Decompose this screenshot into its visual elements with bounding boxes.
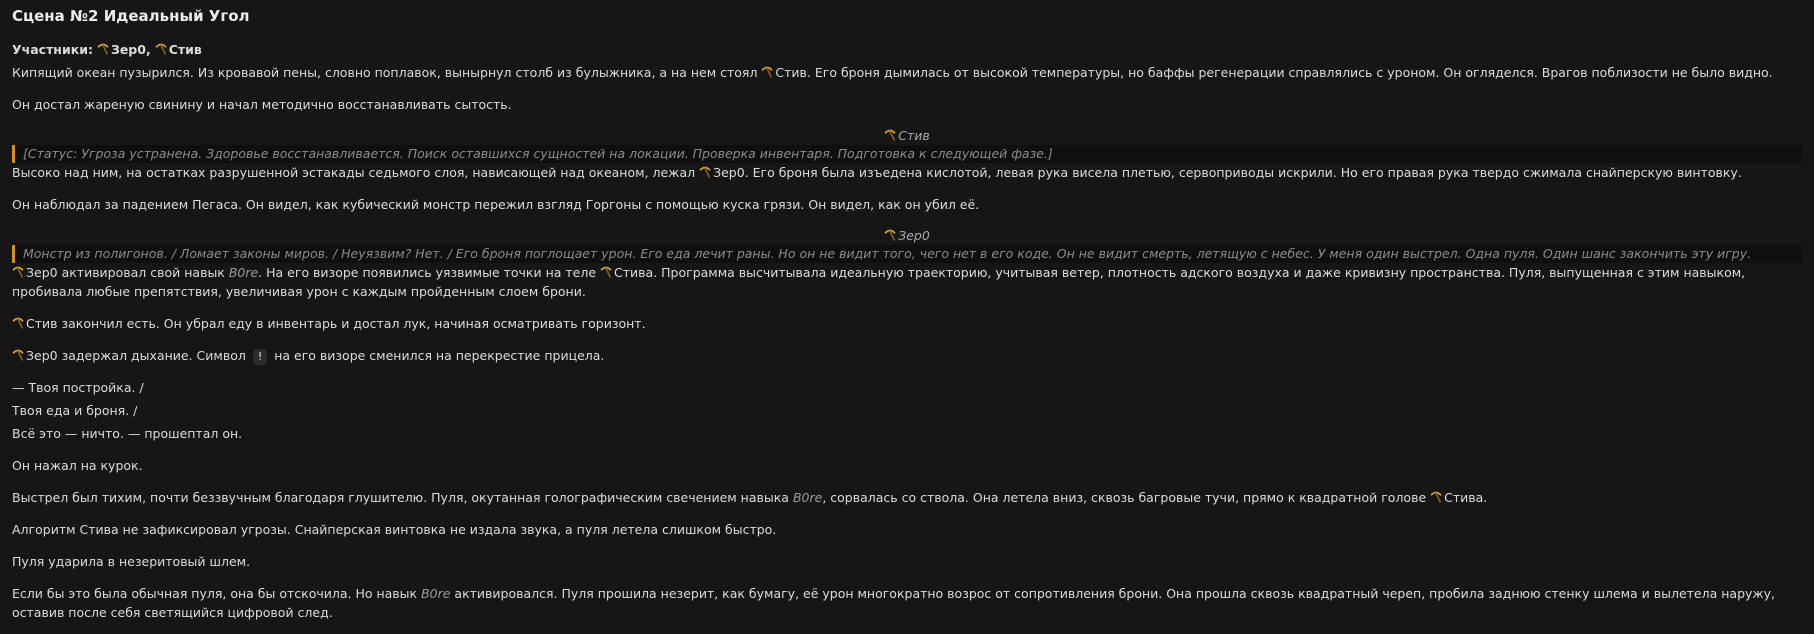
pickaxe-icon	[97, 43, 109, 55]
paragraph-5-text-c: . Программа высчитывала идеальную траекторию, учитывая ветер, плотность адского воздуха и даже кривизну пространства. Пуля, выпущенная с этим навыком, пробивала любые препятствия, увеличивая урон с каждым пройденным слоем брони.	[12, 265, 1746, 299]
poem-line-2: Твоя еда и броня. /	[12, 403, 138, 418]
paragraph-6-text: закончил есть. Он убрал еду в инвентарь и достал лук, начиная осматривать горизонт.	[61, 316, 646, 331]
pickaxe-icon	[761, 66, 773, 78]
participants-label: Участники:	[12, 42, 93, 57]
speaker-steve-name: Стив	[898, 128, 930, 143]
skill-b0re: B0re	[228, 265, 259, 280]
character-zer0: Зер0	[26, 348, 58, 363]
poem-line-3: Всё это — ничто. — прошептал он.	[12, 426, 243, 441]
skill-b0re: B0re	[421, 586, 451, 601]
paragraph-9	[12, 488, 1802, 507]
speaker-zer0	[12, 227, 1802, 245]
paragraph-3-text-a: Высоко над ним, на остатках разрушенной эстакады седьмого слоя, нависающей над океаном, лежал	[12, 165, 696, 180]
character-steve: Стив	[26, 316, 58, 331]
paragraph-8: Он нажал на курок.	[12, 458, 143, 473]
paragraph-4: Он наблюдал за падением Пегаса. Он видел, как кубический монстр пережил взгляд Горгоны с помощью куска грязи. Он видел, как он убил её.	[12, 197, 980, 212]
character-steve: Стива	[614, 265, 654, 280]
paragraph-9-text-b: , сорвалась со ствола. Она летела вниз, сквозь багровые тучи, прямо к квадратной голове	[822, 490, 1427, 505]
pickaxe-icon	[600, 266, 612, 278]
participants-separator: ,	[145, 42, 151, 57]
quote-steve: [Статус: Угроза устранена. Здоровье восстанавливается. Поиск оставшихся сущностей на локации. Проверка инвентаря. Подготовка к следующей фазе.]	[12, 145, 1802, 163]
skill-b0re: B0re	[792, 490, 823, 505]
poem-line-1: — Твоя постройка. /	[12, 380, 144, 395]
character-steve: Стива	[1444, 490, 1484, 505]
paragraph-3	[12, 163, 1802, 182]
paragraph-12	[12, 584, 1802, 622]
exclamation-symbol: !	[253, 349, 267, 365]
participant-zer0: Зер0	[110, 42, 146, 57]
participant-steve: Стив	[168, 42, 202, 57]
speaker-steve	[12, 127, 1802, 145]
paragraph-9-text-a: Выстрел был тихим, почти беззвучным благодаря глушителю. Пуля, окутанная голографическим свечением навыка	[12, 490, 789, 505]
pickaxe-icon	[1430, 491, 1442, 503]
quote-zer0: Монстр из полигонов. / Ломает законы миров. / Неуязвим? Нет. / Его броня поглощает урон. Его еда лечит раны. Но он не видит того, чего нет в его коде. Он не видит смерть, летящую с небес. У меня один выстрел. Одна пуля. Один шанс закончить эту игру.	[12, 245, 1802, 263]
paragraph-11: Пуля ударила в незеритовый шлем.	[12, 554, 251, 569]
paragraph-2: Он достал жареную свинину и начал методично восстанавливать сытость.	[12, 97, 512, 112]
character-steve: Стив	[775, 65, 807, 80]
paragraph-1-text-a: Кипящий океан пузырился. Из кровавой пены, словно поплавок, вынырнул столб из булыжника, а на нем стоял	[12, 65, 758, 80]
pickaxe-icon	[12, 349, 24, 361]
character-zer0: Зер0	[713, 165, 745, 180]
pickaxe-icon	[699, 166, 711, 178]
paragraph-12-text-b: активировался. Пуля прошила незерит, как бумагу, её урон многократно возрос от сопротивления брони. Она прошла сквозь квадратный череп, пробила заднюю стенку шлема и вылетела наружу, оставив после себя светящийся цифровой след.	[12, 586, 1776, 620]
scene-title: Сцена №2 Идеальный Угол	[12, 7, 250, 25]
paragraph-9-text-c: .	[1483, 490, 1488, 505]
pickaxe-icon	[884, 229, 896, 241]
pickaxe-icon	[12, 266, 24, 278]
character-zer0: Зер0	[26, 265, 58, 280]
paragraph-7	[12, 346, 1802, 365]
pickaxe-icon	[12, 317, 24, 329]
paragraph-1	[12, 63, 1802, 82]
paragraph-5	[12, 263, 1802, 301]
paragraph-3-text-b: . Его броня была изъедена кислотой, левая рука висела плетью, сервоприводы искрили. Но его правая рука твердо сжимала снайперскую винтовку.	[744, 165, 1742, 180]
paragraph-7-text-a: задержал дыхание. Символ	[61, 348, 246, 363]
paragraph-12-text-a: Если бы это была обычная пуля, она бы отскочила. Но навык	[12, 586, 418, 601]
paragraph-7-text-b: на его визоре сменился на перекрестие прицела.	[274, 348, 605, 363]
pickaxe-icon	[884, 129, 896, 141]
pickaxe-icon	[155, 43, 167, 55]
paragraph-1-text-b: . Его броня дымилась от высокой температуры, но баффы регенерации справлялись с уроном. Он огляделся. Врагов поблизости не было видно.	[806, 65, 1773, 80]
paragraph-6	[12, 314, 1802, 333]
participants-line	[12, 40, 1802, 59]
paragraph-5-text-b: . На его визоре появились уязвимые точки на теле	[258, 265, 597, 280]
speaker-zer0-name: Зер0	[898, 228, 930, 243]
paragraph-10: Алгоритм Стива не зафиксировал угрозы. Снайперская винтовка не издала звука, а пуля летела слишком быстро.	[12, 522, 777, 537]
paragraph-5-text-a: активировал свой навык	[61, 265, 225, 280]
